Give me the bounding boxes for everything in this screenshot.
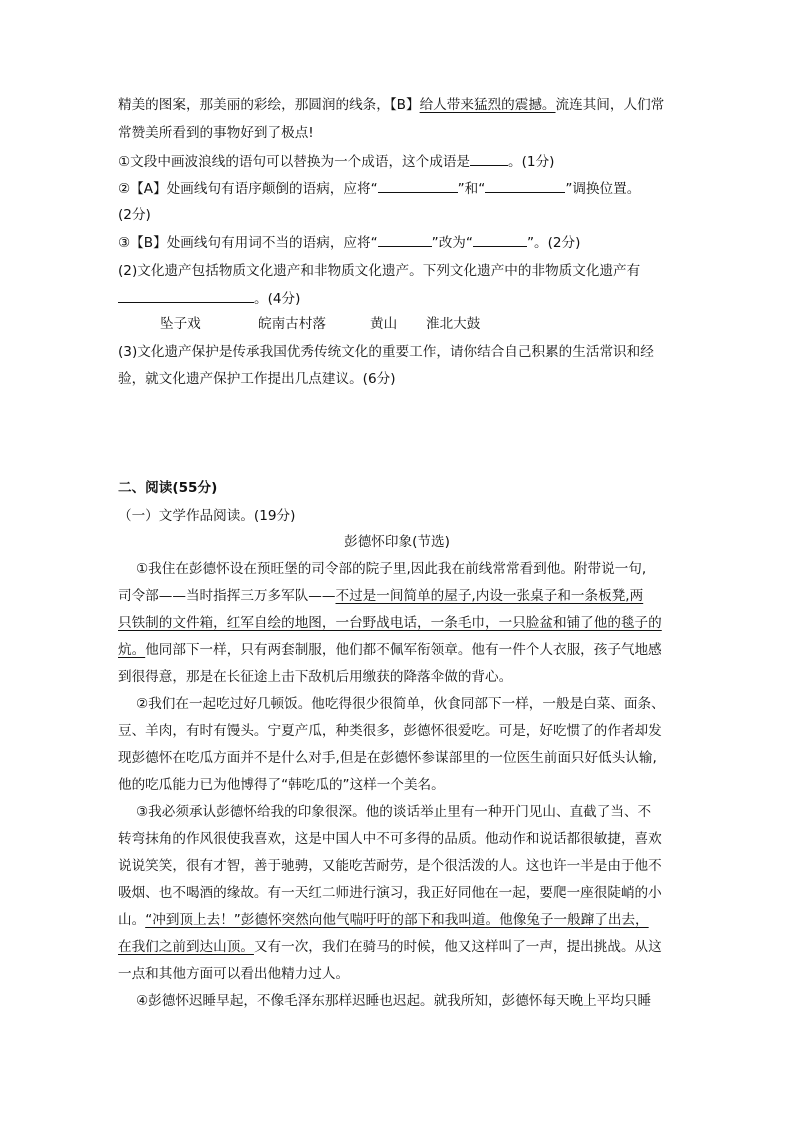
answer-blank: [378, 233, 432, 247]
paragraph-2-line: [118, 776, 683, 794]
paragraph-3-line: [118, 884, 683, 902]
text-span: ④彭德怀迟睡早起，不像毛泽东那样迟睡也迟起。就我所知，彭德怀每天晚上平均只睡: [136, 993, 652, 1009]
text-span: 常赞美所看到的事物好到了极点!: [118, 125, 314, 141]
text-line: [118, 96, 683, 114]
paragraph-3-line: [118, 911, 683, 929]
option-item: 坠子戏: [160, 316, 201, 332]
section-heading: [118, 479, 683, 497]
text-line: [118, 370, 683, 388]
text-span: ③我必须承认彭德怀给我的印象很深。他的谈话举止里有一种开门见山、直截了当、不: [136, 804, 652, 820]
text-span: 他同部下一样，只有两套制服，他们都不佩军衔领章。他有一件个人衣服，孩子气地感: [145, 642, 662, 658]
option-item: 淮北大鼓: [426, 316, 481, 332]
answer-blank: [485, 179, 565, 193]
text-span: ②我们在一起吃过好几顿饭。他吃得很少很简单，伙食同部下一样，一般是白菜、面条、: [136, 696, 665, 712]
text-span: (3)文化遗产保护是传承我国优秀传统文化的重要工作，请你结合自己积累的生活常识和经: [118, 344, 654, 360]
text-span: 。(4分): [254, 291, 301, 307]
text-span: 到很得意，那是在长征途上击下敌机后用缴获的降落伞做的背心。: [118, 669, 513, 685]
paragraph-2-line: [118, 722, 683, 740]
option-item: 皖南古村落: [258, 316, 326, 332]
subheading-text: （一）文学作品阅读。(19分): [118, 508, 296, 524]
text-span: ①我住在彭德怀设在预旺堡的司令部的院子里,因此我在前线常常看到他。附带说一句,: [136, 561, 647, 577]
paragraph-3-line: [118, 857, 683, 875]
paragraph-1-line: [118, 587, 683, 605]
answer-blank: [470, 152, 508, 166]
text-span: 说说笑笑，很有才智，善于驰骋，又能吃苦耐劳，是个很活泼的人。这也许一半是由于他不: [118, 858, 662, 874]
paragraph-2-line: [136, 695, 701, 713]
underlined-text: 只铁制的文件箱，红军自绘的地图，一台野战电话，一条毛巾，一只脸盆和铺了他的毯子的: [118, 615, 662, 631]
paragraph-2-line: [118, 749, 683, 767]
text-span: ①文段中画波浪线的语句可以替换为一个成语，这个成语是: [118, 154, 471, 170]
text-line: [118, 206, 683, 224]
paragraph-1-line: [118, 641, 683, 659]
text-span: 转弯抹角的作风很使我喜欢，这是中国人中不可多得的品质。他动作和说话都很敏捷，喜欢: [118, 831, 662, 847]
text-span: 精美的图案，那美丽的彩绘，那圆润的线条，【B】: [118, 97, 420, 113]
text-span: 司令部——当时指挥三万多军队——: [118, 588, 336, 604]
paragraph-4-line: [136, 992, 701, 1010]
paragraph-1-line: [136, 560, 701, 578]
paragraph-3-line: [118, 938, 683, 956]
article-title: 彭德怀印象(节选): [344, 534, 450, 550]
text-span: 山。: [118, 912, 146, 928]
paragraph-1-line: [118, 614, 683, 632]
paragraph-1-line: [118, 668, 683, 686]
text-span: (2)文化遗产包括物质文化遗产和非物质文化遗产。下列文化遗产中的非物质文化遗产有: [118, 263, 641, 279]
question-2: [118, 179, 683, 198]
text-span: 又有一次，我们在骑马的时候，他又这样叫了一声，提出挑战。从这: [253, 939, 662, 955]
text-span: 一点和其他方面可以看出他精力过人。: [118, 966, 350, 982]
text-span: ”改为“: [431, 235, 473, 251]
paragraph-3-line: [118, 965, 683, 983]
answer-blank: [378, 179, 458, 193]
text-line: [118, 124, 683, 142]
text-span: ②【A】处画线句有语序颠倒的语病，应将“: [118, 181, 378, 197]
question-4: [118, 262, 683, 280]
option-item: 黄山: [370, 316, 398, 332]
text-span: 吸烟、也不喝酒的缘故。有一天红二师进行演习，我正好同他在一起，要爬一座很陡峭的小: [118, 885, 662, 901]
subsection-heading: [118, 507, 683, 525]
underlined-text: 不过是一间简单的屋子,内设一张桌子和一条板凳,两: [335, 588, 644, 604]
underlined-sentence-b: 给人带来猛烈的震撼。: [419, 97, 556, 113]
heading-text: 二、阅读(55分): [118, 480, 218, 496]
text-span: ③【B】处画线句有用词不当的语病，应将“: [118, 235, 378, 251]
underlined-text: 在我们之前到达山顶。: [118, 939, 254, 955]
text-span: 流连其间，人们常: [555, 97, 665, 113]
text-span: 他的吃瓜能力已为他博得了“韩吃瓜的”这样一个美名。: [118, 777, 445, 793]
text-span: 。(1分): [508, 154, 555, 170]
text-span: ”和“: [457, 181, 486, 197]
text-span: 豆、羊肉，有时有馒头。宁夏产瓜，种类很多，彭德怀很爱吃。可是，好吃惯了的作者却发: [118, 723, 662, 739]
score-text: (2分): [118, 207, 151, 223]
text-span: ”调换位置。: [565, 181, 641, 197]
question-5: [118, 343, 683, 361]
underlined-text: “冲到顶上去！”彭德怀突然向他气喘吁吁的部下和我叫道。他像兔子一般蹿了出去，: [145, 912, 649, 928]
answer-blank: [118, 289, 254, 303]
text-span: 现彭德怀在吃瓜方面并不是什么对手,但是在彭德怀参谋部里的一位医生前面只好低头认输,: [118, 750, 657, 766]
text-line: [118, 289, 683, 308]
paragraph-3-line: [118, 830, 683, 848]
options-row: [160, 315, 725, 333]
question-3: [118, 233, 683, 252]
text-span: ”。(2分): [526, 235, 581, 251]
question-1: [118, 152, 683, 171]
text-span: 验，就文化遗产保护工作提出几点建议。(6分): [118, 371, 396, 387]
paragraph-3-line: [136, 803, 701, 821]
underlined-text: 炕。: [118, 642, 146, 658]
answer-blank: [473, 233, 527, 247]
